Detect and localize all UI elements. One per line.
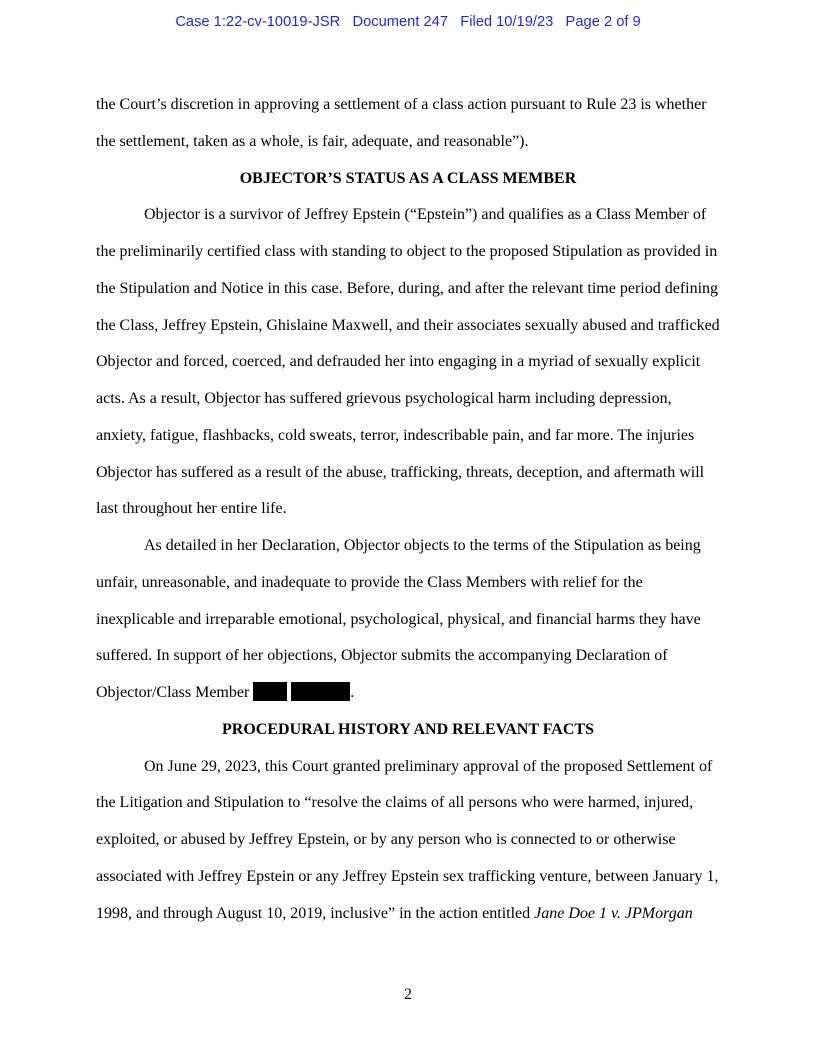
text-segment: anxiety, fatigue, flashbacks, cold sweats, terror, indescribable pain, and far more. The injuries	[96, 426, 695, 444]
text-line	[96, 491, 720, 528]
text-line	[96, 565, 720, 602]
text-line	[96, 749, 720, 786]
redaction-box	[291, 682, 350, 701]
text-line	[96, 87, 720, 124]
text-segment: 1998, and through August 10, 2019, inclusive” in the action entitled	[96, 904, 535, 922]
page-number: 2	[404, 986, 412, 1003]
text-segment: Objector and forced, coerced, and defrauded her into engaging in a myriad of sexually explicit	[96, 353, 701, 371]
case-citation-text: Jane Doe 1 v. JPMorgan	[534, 904, 693, 922]
text-segment: Objector/Class Member	[96, 684, 254, 701]
text-segment: the Stipulation and Notice in this case. Before, during, and after the relevant time period defining	[96, 279, 719, 297]
section-heading: OBJECTOR’S STATUS AS A CLASS MEMBER	[239, 169, 577, 187]
text-line	[96, 344, 720, 381]
text-segment: acts. As a result, Objector has suffered grievous psychological harm including depression,	[96, 390, 672, 407]
text-segment: the preliminarily certified class with standing to object to the proposed Stipulation as provided in	[96, 243, 718, 260]
text-line	[96, 785, 720, 822]
text-segment: Objector has suffered as a result of the abuse, trafficking, threats, deception, and aftermath will	[96, 463, 705, 481]
text-line	[96, 822, 720, 859]
text-segment: On June 29, 2023, this Court granted preliminary approval of the proposed Settlement of	[144, 757, 713, 775]
text-line	[96, 308, 720, 345]
text-line	[96, 896, 720, 933]
text-segment: As detailed in her Declaration, Objector objects to the terms of the Stipulation as being	[144, 537, 701, 554]
section-heading: PROCEDURAL HISTORY AND RELEVANT FACTS	[222, 720, 594, 738]
text-segment: the Court’s discretion in approving a settlement of a class action pursuant to Rule 23 is whether	[96, 96, 707, 113]
text-line	[96, 197, 720, 234]
text-line	[96, 234, 720, 271]
text-line	[96, 271, 720, 308]
text-line	[96, 528, 720, 565]
text-line	[96, 381, 720, 418]
text-segment: suffered. In support of her objections, Objector submits the accompanying Declaration of	[96, 647, 668, 665]
text-line	[96, 859, 720, 896]
text-line	[96, 602, 720, 639]
text-line	[96, 124, 720, 161]
ecf-header-stamp: Case 1:22-cv-10019-JSR Document 247 Filed 10/19/23 Page 2 of 9	[175, 14, 641, 30]
text-segment: Objector is a survivor of Jeffrey Epstein (“Epstein”) and qualifies as a Class Member of	[144, 206, 707, 224]
text-segment: last throughout her entire life.	[96, 500, 287, 518]
redaction-box	[253, 682, 287, 701]
document-body	[96, 87, 720, 932]
text-line	[96, 638, 720, 675]
text-segment: the Litigation and Stipulation to “resolve the claims of all persons who were harmed, injured,	[96, 794, 694, 812]
text-segment: associated with Jeffrey Epstein or any Jeffrey Epstein sex trafficking venture, between January 1,	[96, 867, 719, 885]
text-line	[96, 455, 720, 492]
text-segment: unfair, unreasonable, and inadequate to provide the Class Members with relief for the	[96, 573, 643, 591]
text-segment: exploited, or abused by Jeffrey Epstein, or by any person who is connected to or otherwise	[96, 831, 676, 848]
text-line	[96, 675, 720, 712]
text-segment: the settlement, taken as a whole, is fair, adequate, and reasonable”).	[96, 132, 529, 150]
text-line	[96, 418, 720, 455]
text-segment: the Class, Jeffrey Epstein, Ghislaine Maxwell, and their associates sexually abused and trafficked	[96, 316, 720, 334]
text-segment: inexplicable and irreparable emotional, psychological, physical, and financial harms they have	[96, 610, 701, 628]
text-segment: .	[350, 684, 355, 701]
